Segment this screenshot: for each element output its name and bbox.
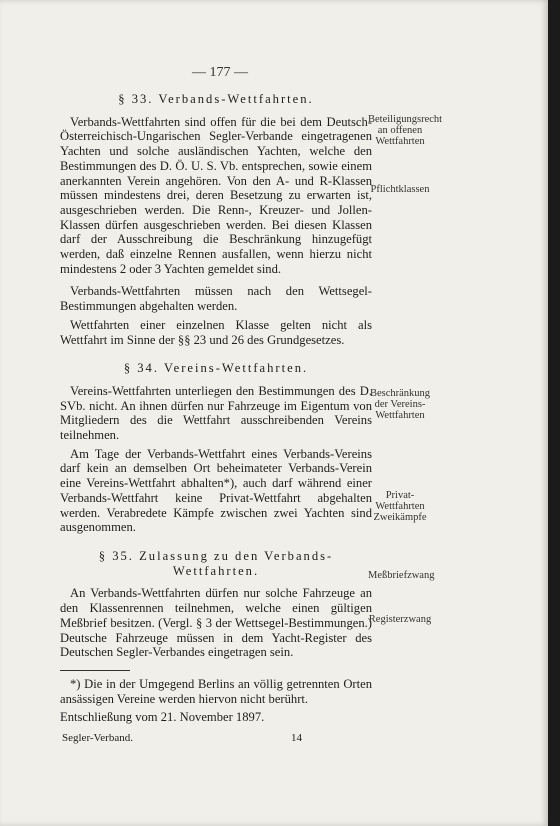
section-34-paragraph: Am Tage der Verbands-Wettfahrt eines Verbands-Vereins darf kein an demselben Ort beheimateter Verbands-Verein eine Vereins-Wettfahrt abhalten*), auch darf während einer Verbands-Wettfahrt keine Privat-Wettfahrt abgehalten werden. Verabredete Kämpfe zwischen zwei Yachten sind ausgenommen. — [60, 446, 372, 535]
margin-note-beschraenkung: Beschränkung der Vereins-Wettfahrten — [369, 388, 431, 421]
footnote-divider — [60, 670, 130, 671]
section-33-paragraph: Verbands-Wettfahrten müssen nach den Wettsegel-Bestimmungen abgehalten werden. — [60, 284, 372, 314]
signature-left: Segler-Verband. — [62, 732, 133, 745]
section-35-paragraph: An Verbands-Wettfahrten dürfen nur solche Fahrzeuge an den Klassenrennen teilnehmen, welche einen gültigen Meßbrief besitzen. (Vergl. § 3 der Wettsegel-Bestimmungen.) Deutsche Fahrzeuge müssen in dem Yacht-Register des Deutschen Segler-Verbandes eingetragen sein. — [60, 586, 372, 660]
margin-note-registerzwang: Registerzwang — [368, 614, 432, 625]
main-text — [60, 92, 372, 746]
footnote: *) Die in der Umgegend Berlins an völlig getrennten Orten ansässigen Vereine werden hiervon nicht berührt. — [60, 676, 372, 706]
section-33-paragraph: Wettfahrten einer einzelnen Klasse gelten nicht als Wettfahrt im Sinne der §§ 23 und 26 des Grundgesetzes. — [60, 317, 372, 347]
section-35-heading: § 35. Zulassung zu den Verbands-Wettfahrten. — [98, 548, 334, 578]
signature-line — [60, 731, 372, 746]
page-number: — 177 — — [192, 65, 248, 80]
margin-note-beteiligungsrecht: Beteiligungsrecht an offenen Wettfahrten — [368, 114, 443, 147]
margin-note-pflichtklassen: Pflichtklassen — [370, 184, 430, 195]
margin-note-messbriefzwang: Meßbriefzwang — [368, 570, 435, 581]
margin-note-privat-wettfahrten: Privat-Wettfahrten Zweikämpfe — [373, 490, 427, 523]
section-34-paragraph: Vereins-Wettfahrten unterliegen den Bestimmungen des D. SVb. nicht. An ihnen dürfen nur Fahrzeuge im Eigentum von Mitgliedern des die Wettfahrt ausschreibenden Vereins teilnehmen. — [60, 383, 372, 443]
section-34-heading: § 34. Vereins-Wettfahrten. — [123, 361, 309, 376]
section-33-paragraph: Verbands-Wettfahrten sind offen für die bei dem Deutsch-Österreichisch-Ungarischen Segler-Verbande eingetragenen Yachten und solche ausländischen Yachten, welche den Bestimmungen des D. Ö. U. S. Vb. entsprechen, sowie einem anerkannten Verein angehören. Von den A- und R-Klassen müssen mindestens drei, deren Besetzung zu erwarten ist, ausgeschrieben werden. Die Renn-, Kreuzer- und Jollen-Klassen dürfen ausgeschrieben werden. Bei diesen Klassen darf der Ausschreibung die Beschränkung hinzugefügt werden, daß einzelne Rennen ausfallen, wenn hierzu nicht mindestens 2 oder 3 Yachten gemeldet sind. — [60, 114, 372, 276]
signature-right: 14 — [291, 732, 302, 745]
resolution-date: Entschließung vom 21. November 1897. — [60, 710, 265, 725]
section-33-heading: § 33. Verbands-Wettfahrten. — [118, 92, 314, 106]
